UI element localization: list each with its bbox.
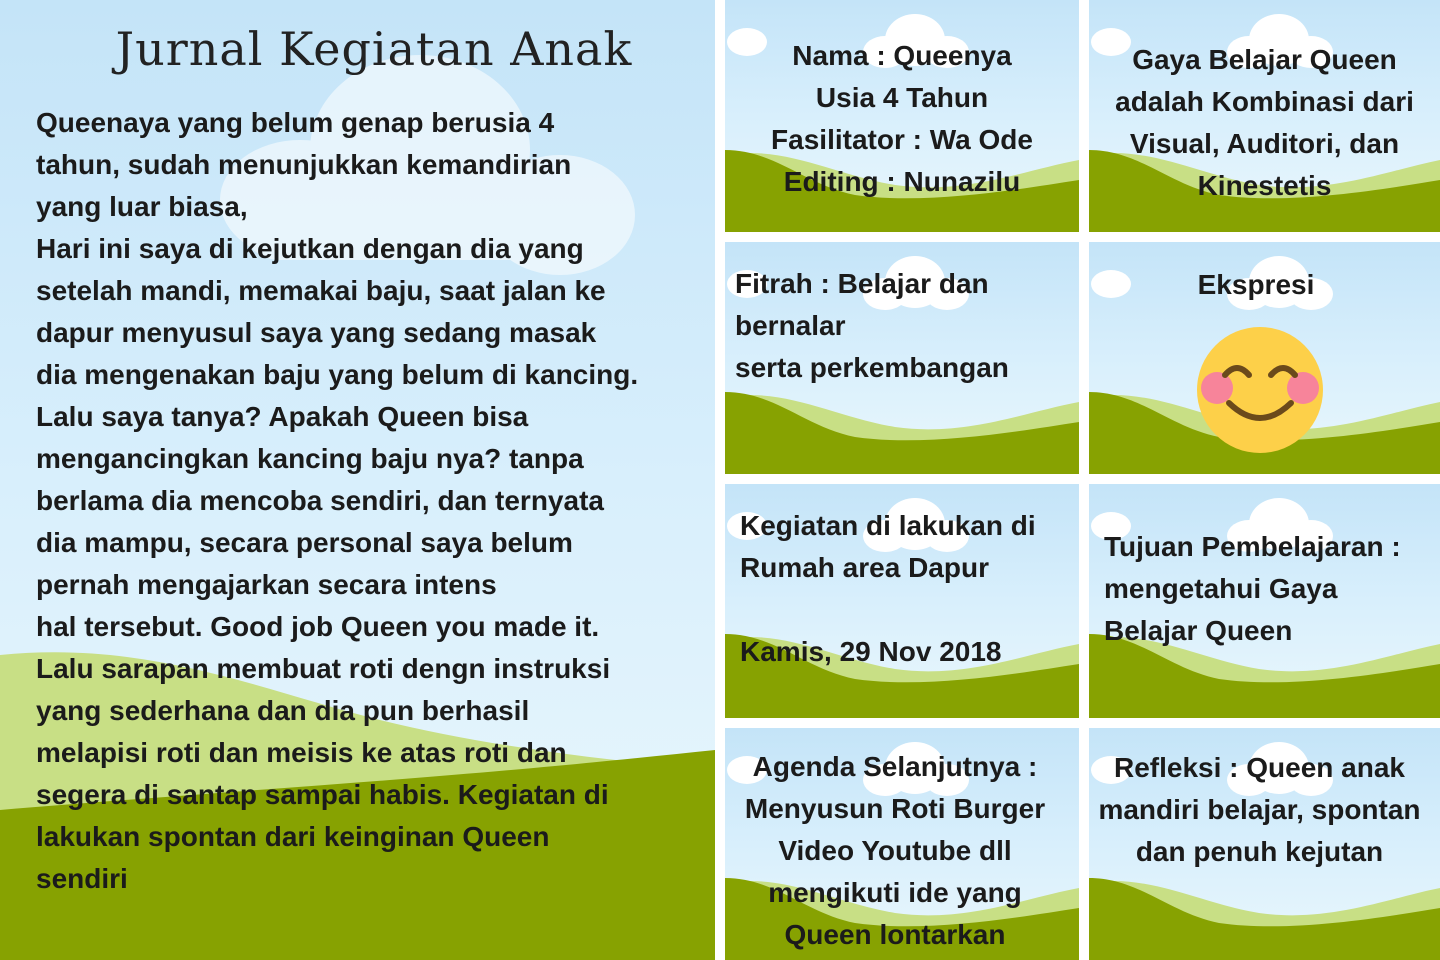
journal-panel [0, 0, 715, 960]
agenda-text: Agenda Selanjutnya : Menyusun Roti Burger Video Youtube dll mengikuti ide yang Queen lontarkan [744, 751, 1046, 950]
expression-label: Ekspresi [1197, 269, 1315, 300]
card-activity [725, 484, 1079, 718]
card-identity [725, 0, 1079, 232]
card-agenda [725, 728, 1079, 960]
journal-story-text: Queenaya yang belum genap berusia 4 tahun, sudah menunjukkan kemandirian yang luar biasa, Hari ini saya di kejutkan dengan dia yang setelah mandi, memakai baju, saat jalan ke dapur menyusul saya yang sedang masak dia mengenakan baju yang belum di kancing. Lalu saya tanya? Apakah Queen bisa mengancingkan kancing baju nya? tanpa berlama dia mencoba sendiri, dan ternyata dia mampu, secara personal saya belum pernah mengajarkan secara intens hal tersebut. Good job Queen you made it. Lalu sarapan membuat roti dengn instruksi yang sederhana dan dia pun berhasil melapisi roti dan meisis ke atas roti dan segera di santap sampai habis. Kegiatan di lakukan spontan dari keinginan Queen sendiri [36, 107, 639, 894]
card-goal [1089, 484, 1440, 718]
card-expression [1089, 242, 1440, 474]
identity-text: Nama : Queenya Usia 4 Tahun Fasilitator : Wa Ode Editing : Nunazilu [771, 40, 1033, 197]
smiling-face-icon [1195, 325, 1325, 455]
fitrah-text: Fitrah : Belajar dan bernalar serta perkembangan [735, 268, 1009, 383]
activity-text: Kegiatan di lakukan di Rumah area Dapur Kamis, 29 Nov 2018 [740, 510, 1036, 667]
card-fitrah [725, 242, 1079, 474]
card-reflection [1089, 728, 1440, 960]
goal-text: Tujuan Pembelajaran : mengetahui Gaya Belajar Queen [1104, 531, 1401, 646]
learning-style-text: Gaya Belajar Queen adalah Kombinasi dari Visual, Auditori, dan Kinestetis [1115, 44, 1414, 201]
page-title: Jurnal Kegiatan Anak [115, 22, 633, 76]
reflection-text: Refleksi : Queen anak mandiri belajar, spontan dan penuh kejutan [1098, 752, 1421, 867]
card-learning-style [1089, 0, 1440, 232]
